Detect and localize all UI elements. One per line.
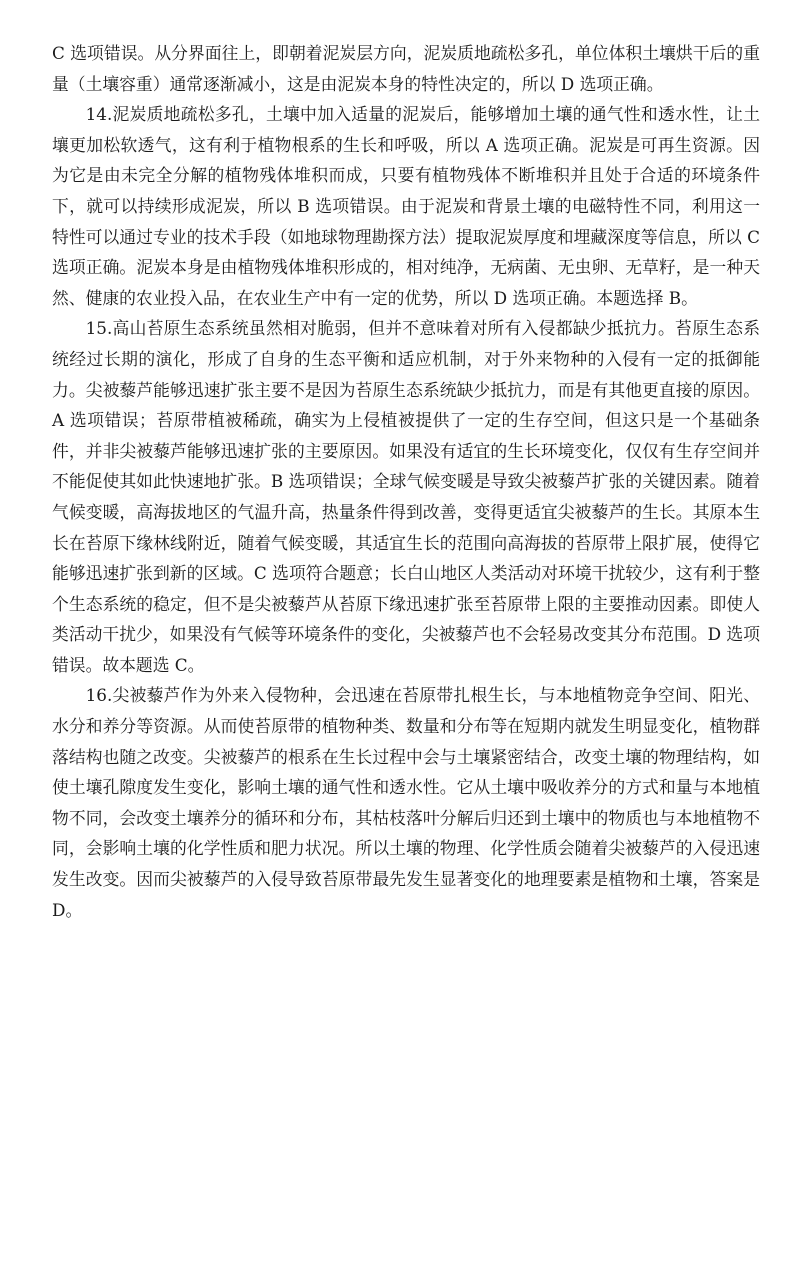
paragraph-answer-15: 15.高山苔原生态系统虽然相对脆弱，但并不意味着对所有入侵都缺少抵抗力。苔原生态系统经过长期的演化，形成了自身的生态平衡和适应机制，对于外来物种的入侵有一定的抵御能力。尖被藜芦能够迅速扩张主要不是因为苔原生态系统缺少抵抗力，而是有其他更直接的原因。A 选项错误；苔原带植被稀疏，确实为上侵植被提供了一定的生存空间，但这只是一个基础条件，并非尖被藜芦能够迅速扩张的主要原因。如果没有适宜的生长环境变化，仅仅有生存空间并不能促使其如此快速地扩张。B 选项错误；全球气候变暖是导致尖被藜芦扩张的关键因素。随着气候变暖，高海拔地区的气温升高，热量条件得到改善，变得更适宜尖被藜芦的生长。其原本生长在苔原下缘林线附近，随着气候变暖，其适宜生长的范围向高海拔的苔原带上限扩展，使得它能够迅速扩张到新的区域。C 选项符合题意；长白山地区人类活动对环境干扰较少，这有利于整个生态系统的稳定，但不是尖被藜芦从苔原下缘迅速扩张至苔原带上限的主要推动因素。即使人类活动干扰少，如果没有气候等环境条件的变化，尖被藜芦也不会轻易改变其分布范围。D 选项错误。故本题选 C。 <box>52 318 760 675</box>
paragraph-continued: C 选项错误。从分界面往上，即朝着泥炭层方向，泥炭质地疏松多孔，单位体积土壤烘干后的重量（土壤容重）通常逐渐减小，这是由泥炭本身的特性决定的，所以 D 选项正确。 <box>52 43 760 94</box>
paragraph-answer-16: 16.尖被藜芦作为外来入侵物种，会迅速在苔原带扎根生长，与本地植物竞争空间、阳光、水分和养分等资源。从而使苔原带的植物种类、数量和分布等在短期内就发生明显变化，植物群落结构也随之改变。尖被藜芦的根系在生长过程中会与土壤紧密结合，改变土壤的物理结构，如使土壤孔隙度发生变化，影响土壤的通气性和透水性。它从土壤中吸收养分的方式和量与本地植物不同，会改变土壤养分的循环和分布，其枯枝落叶分解后归还到土壤中的物质也与本地植物不同，会影响土壤的化学性质和肥力状况。所以土壤的物理、化学性质会随着尖被藜芦的入侵迅速发生改变。因而尖被藜芦的入侵导致苔原带最先发生显著变化的地理要素是植物和土壤，答案是 D。 <box>52 685 760 920</box>
paragraph-answer-14: 14.泥炭质地疏松多孔，土壤中加入适量的泥炭后，能够增加土壤的通气性和透水性，让土壤更加松软透气，这有利于植物根系的生长和呼吸，所以 A 选项正确。泥炭是可再生资源。因为它是由未完全分解的植物残体堆积而成，只要有植物残体不断堆积并且处于合适的环境条件下，就可以持续形成泥炭，所以 B 选项错误。由于泥炭和背景土壤的电磁特性不同，利用这一特性可以通过专业的技术手段（如地球物理勘探方法）提取泥炭厚度和埋藏深度等信息，所以 C 选项正确。泥炭本身是由植物残体堆积形成的，相对纯净，无病菌、无虫卵、无草籽，是一种天然、健康的农业投入品，在农业生产中有一定的优势，所以 D 选项正确。本题选择 B。 <box>52 104 760 308</box>
document-body <box>52 38 760 925</box>
